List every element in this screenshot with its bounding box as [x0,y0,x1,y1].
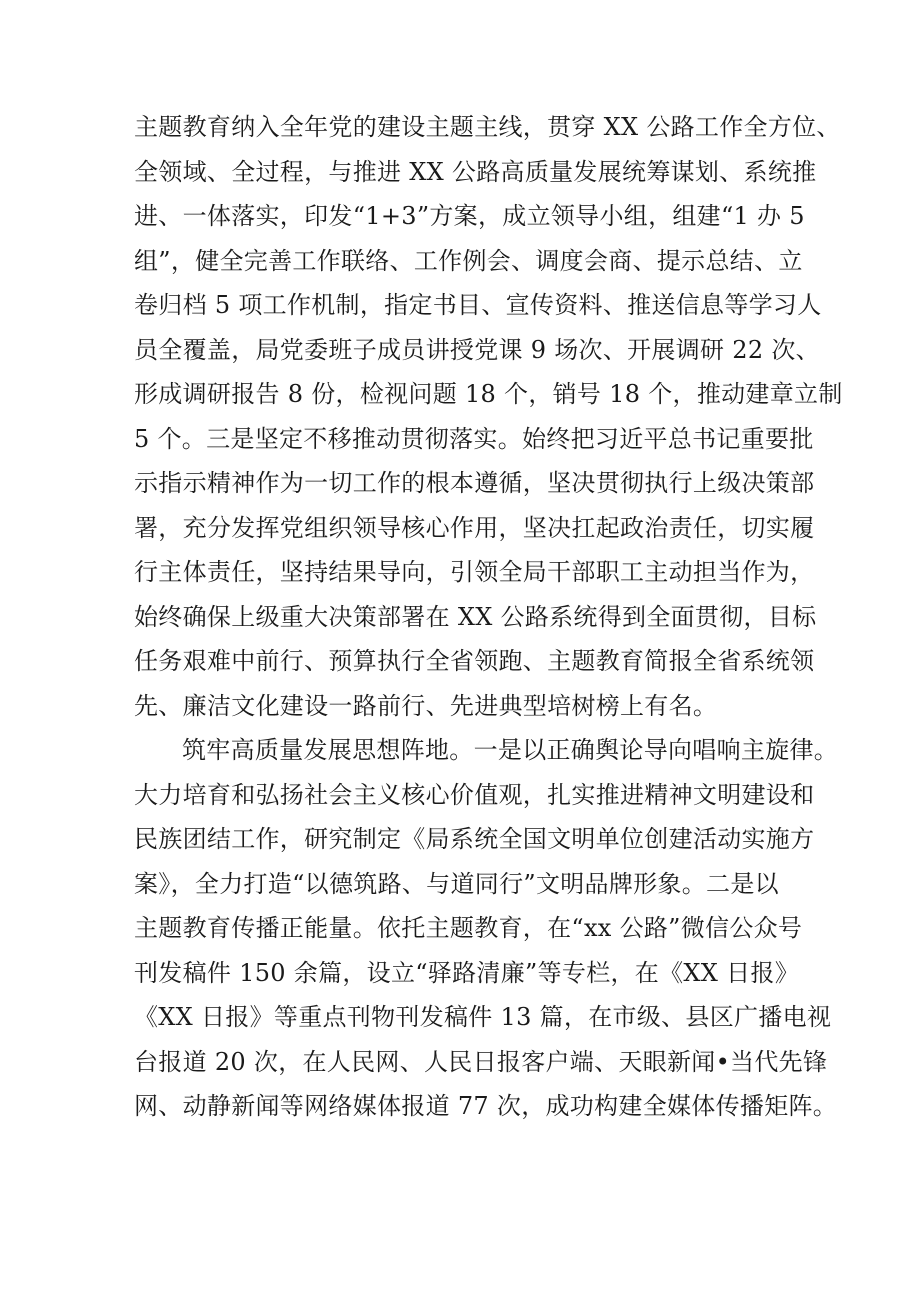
text-line: 台报道 20 次，在人民网、人民日报客户端、天眼新闻•当代先锋 [134,1047,828,1076]
text-line: 网、动静新闻等网络媒体报道 77 次，成功构建全媒体传播矩阵。 [134,1092,838,1120]
text-line: 刊发稿件 150 余篇，设立“驿路清廉”等专栏，在《XX 日报》 [134,958,800,987]
text-line: 始终确保上级重大决策部署在 XX 公路系统得到全面贯彻，目标 [134,602,817,631]
text-line: 任务艰难中前行、预算执行全省领跑、主题教育简报全省系统领 [134,647,815,675]
text-line: 卷归档 5 项工作机制，指定书目、宣传资料、推送信息等学习人 [134,291,822,319]
text-line: 全领域、全过程，与推进 XX 公路高质量发展统筹谋划、系统推 [134,157,817,186]
text-line: 组”，健全完善工作联络、工作例会、调度会商、提示总结、立 [134,246,803,275]
text-line: 《XX 日报》等重点刊物刊发稿件 13 篇，在市级、县区广播电视 [134,1003,832,1031]
text-line: 署，充分发挥党组织领导核心作用，坚决扛起政治责任，切实履 [134,513,815,542]
text-line: 行主体责任，坚持结果导向，引领全局干部职工主动担当作为， [134,558,815,586]
text-line: 先、廉洁文化建设一路前行、先进典型培树榜上有名。 [134,691,718,720]
text-line: 形成调研报告 8 份，检视问题 18 个，销号 18 个，推动建章立制 [134,380,843,408]
text-line: 示指示精神作为一切工作的根本遵循，坚决贯彻执行上级决策部 [134,469,815,497]
text-line: 主题教育传播正能量。依托主题教育，在“xx 公路”微信公众号 [134,914,803,942]
text-line: 筑牢高质量发展思想阵地。一是以正确舆论导向唱响主旋律。 [182,736,839,764]
text-line: 案》，全力打造“以德筑路、与道同行”文明品牌形象。二是以 [134,869,779,898]
text-line: 主题教育纳入全年党的建设主题主线，贯穿 XX 公路工作全方位、 [134,113,841,141]
text-line: 进、一体落实，印发“1+3”方案，成立领导小组，组建“1 办 5 [134,202,805,230]
text-line: 民族团结工作，研究制定《局系统全国文明单位创建活动实施方 [134,825,815,853]
text-line: 员全覆盖，局党委班子成员讲授党课 9 场次、开展调研 22 次、 [134,335,820,364]
text-line: 5 个。三是坚定不移推动贯彻落实。始终把习近平总书记重要批 [134,424,814,453]
text-line: 大力培育和弘扬社会主义核心价值观，扎实推进精神文明建设和 [134,780,815,809]
